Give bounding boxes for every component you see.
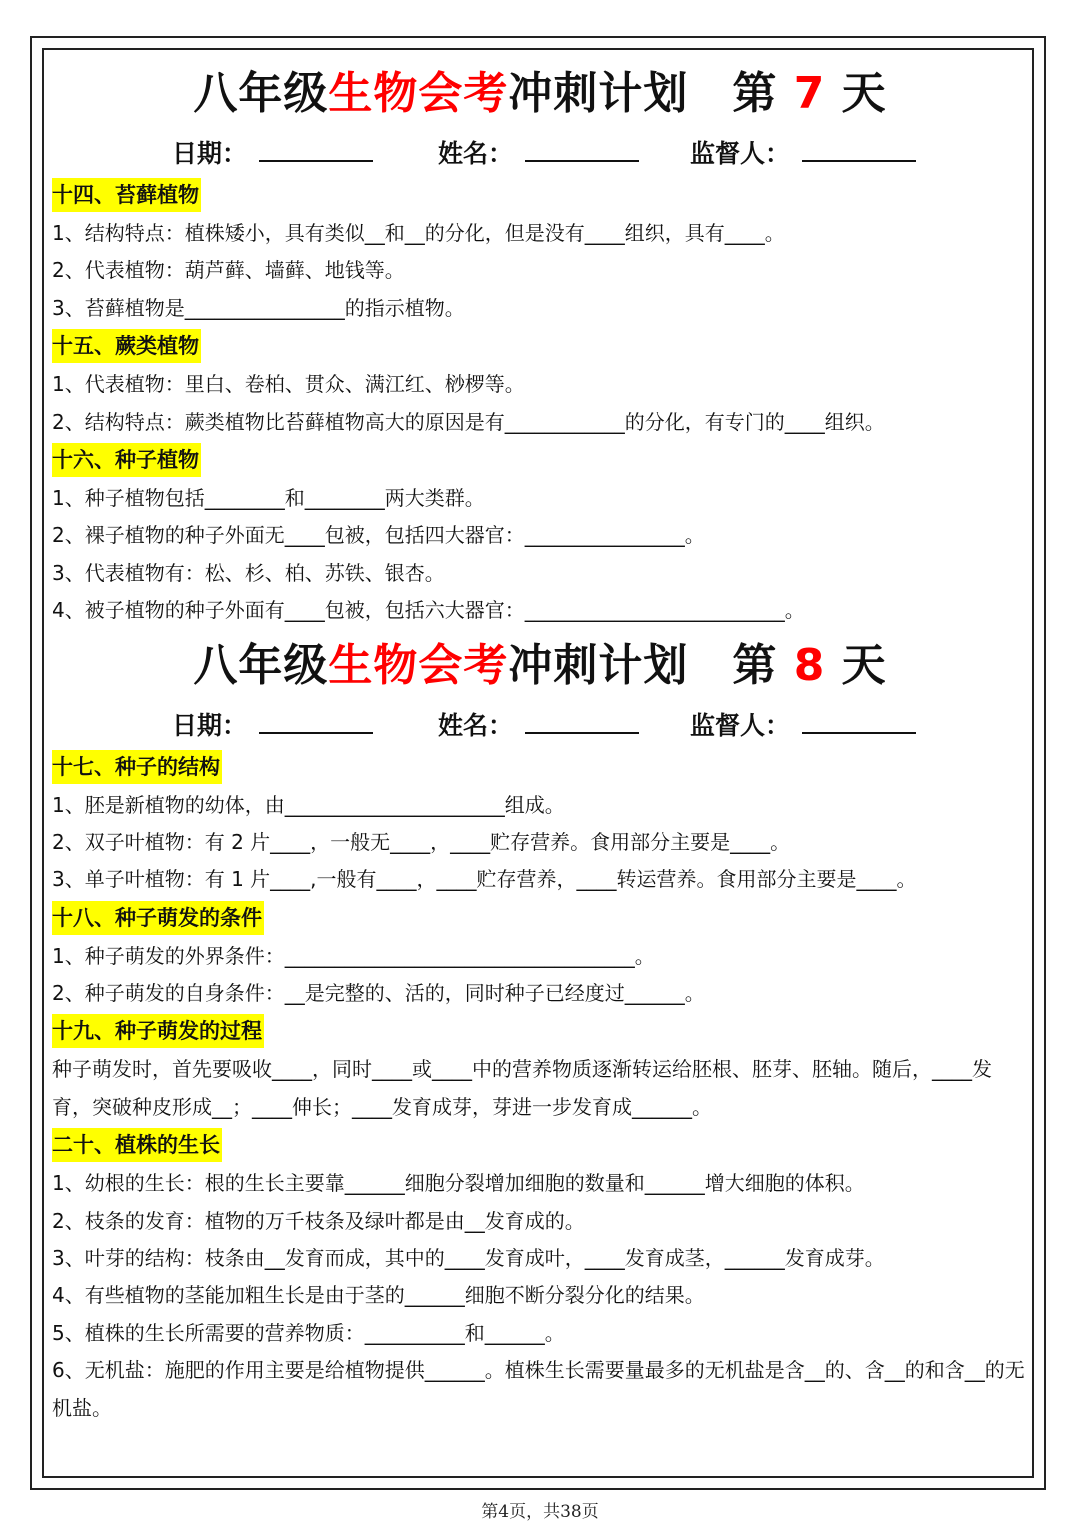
- supervisor-blank[interactable]: [802, 708, 916, 734]
- list-item: 1、结构特点：植株矮小，具有类似__和__的分化，但是没有____组织，具有____。: [52, 221, 785, 245]
- section-heading: 十九、种子萌发的过程: [52, 1014, 264, 1048]
- list-item: 4、被子植物的种子外面有____包被，包括六大器官：__________________________。: [52, 598, 805, 623]
- page-footer: 第4页，共38页: [481, 1502, 599, 1522]
- title-day-prefix: 第: [732, 68, 794, 119]
- list-item: 1、幼根的生长：根的生长主要靠______细胞分裂增加细胞的数量和______增大细胞的体积。: [52, 1171, 865, 1196]
- title-day-suffix: 天: [825, 68, 887, 119]
- section-heading: 二十、植株的生长: [52, 1128, 222, 1162]
- title-day-prefix: 第: [732, 639, 794, 691]
- name-blank[interactable]: [525, 708, 639, 734]
- name-blank[interactable]: [525, 136, 639, 162]
- section-heading: 十五、蕨类植物: [52, 329, 201, 363]
- date-field: 日期：: [172, 706, 373, 742]
- title-day-suffix: 天: [825, 639, 887, 691]
- list-item: 1、种子植物包括________和________两大类群。: [52, 485, 485, 510]
- section-heading: 十七、种子的结构: [52, 750, 222, 784]
- paragraph: 种子萌发时，首先要吸收____，同时____或____中的营养物质逐渐转运给胚根、胚芽、胚轴。随后，____发育，突破种皮形成__；____伸长；____发育成芽，芽进一步发育成______。: [52, 1057, 992, 1119]
- title-plan: 冲刺计划: [508, 639, 689, 691]
- section-heading: 十八、种子萌发的条件: [52, 901, 264, 935]
- name-field: 姓名：: [438, 706, 639, 742]
- section-heading: 十四、苔藓植物: [52, 178, 201, 212]
- list-item: 2、结构特点：蕨类植物比苔藓植物高大的原因是有____________的分化，有专门的____组织。: [52, 409, 885, 434]
- list-item: 1、胚是新植物的幼体，由______________________组成。: [52, 792, 565, 817]
- list-item: 4、有些植物的茎能加粗生长是由于茎的______细胞不断分裂分化的结果。: [52, 1283, 705, 1308]
- list-item: 1、代表植物：里白、卷柏、贯众、满江红、桫椤等。: [52, 372, 525, 397]
- list-item: 2、双子叶植物：有 2 片____，一般无____，____贮存营养。食用部分主要是____。: [52, 829, 791, 854]
- section-heading: 十六、种子植物: [52, 443, 201, 477]
- list-item: 3、苔藓植物是________________的指示植物。: [52, 295, 465, 320]
- supervisor-field: 监督人：: [690, 706, 916, 742]
- name-field: 姓名：: [438, 134, 639, 170]
- title-grade: 八年级: [193, 639, 329, 691]
- list-item: 3、单子叶植物：有 1 片____,一般有____，____贮存营养，____转运营养。食用部分主要是____。: [52, 867, 917, 892]
- list-item: 2、种子萌发的自身条件：__是完整的、活的，同时种子已经度过______。: [52, 981, 705, 1006]
- day8-info-row: [52, 702, 1028, 748]
- list-item: 3、叶芽的结构：枝条由__发育而成，其中的____发育成叶，____发育成茎，______发育成芽。: [52, 1246, 885, 1271]
- title-day-number: 8: [793, 639, 826, 691]
- list-item: 2、枝条的发育：植物的万千枝条及绿叶都是由__发育成的。: [52, 1208, 585, 1233]
- date-blank[interactable]: [259, 708, 373, 734]
- supervisor-blank[interactable]: [802, 136, 916, 162]
- list-item: 2、代表植物：葫芦藓、墙藓、地钱等。: [52, 258, 405, 283]
- list-item: 3、代表植物有：松、杉、柏、苏铁、银杏。: [52, 560, 445, 585]
- supervisor-field: 监督人：: [690, 134, 916, 170]
- day7-info-row: [52, 130, 1028, 176]
- title-subject: 生物会考: [328, 68, 509, 119]
- list-item: 2、裸子植物的种子外面无____包被，包括四大器官：________________。: [52, 523, 705, 548]
- list-item: 1、种子萌发的外界条件：___________________________________。: [52, 943, 655, 968]
- worksheet-content: [52, 58, 1028, 1427]
- day8-title: [52, 630, 1028, 702]
- title-grade: 八年级: [193, 68, 329, 119]
- list-item: 5、植株的生长所需要的营养物质：__________和______。: [52, 1320, 565, 1345]
- title-subject: 生物会考: [328, 639, 509, 691]
- date-blank[interactable]: [259, 136, 373, 162]
- paragraph: 6、无机盐：施肥的作用主要是给植物提供______。植株生长需要量最多的无机盐是含__的、含__的和含__的无机盐。: [52, 1358, 1025, 1420]
- title-day-number: 7: [793, 68, 826, 119]
- title-plan: 冲刺计划: [508, 68, 689, 119]
- day7-title: [52, 58, 1028, 130]
- date-field: 日期：: [172, 134, 373, 170]
